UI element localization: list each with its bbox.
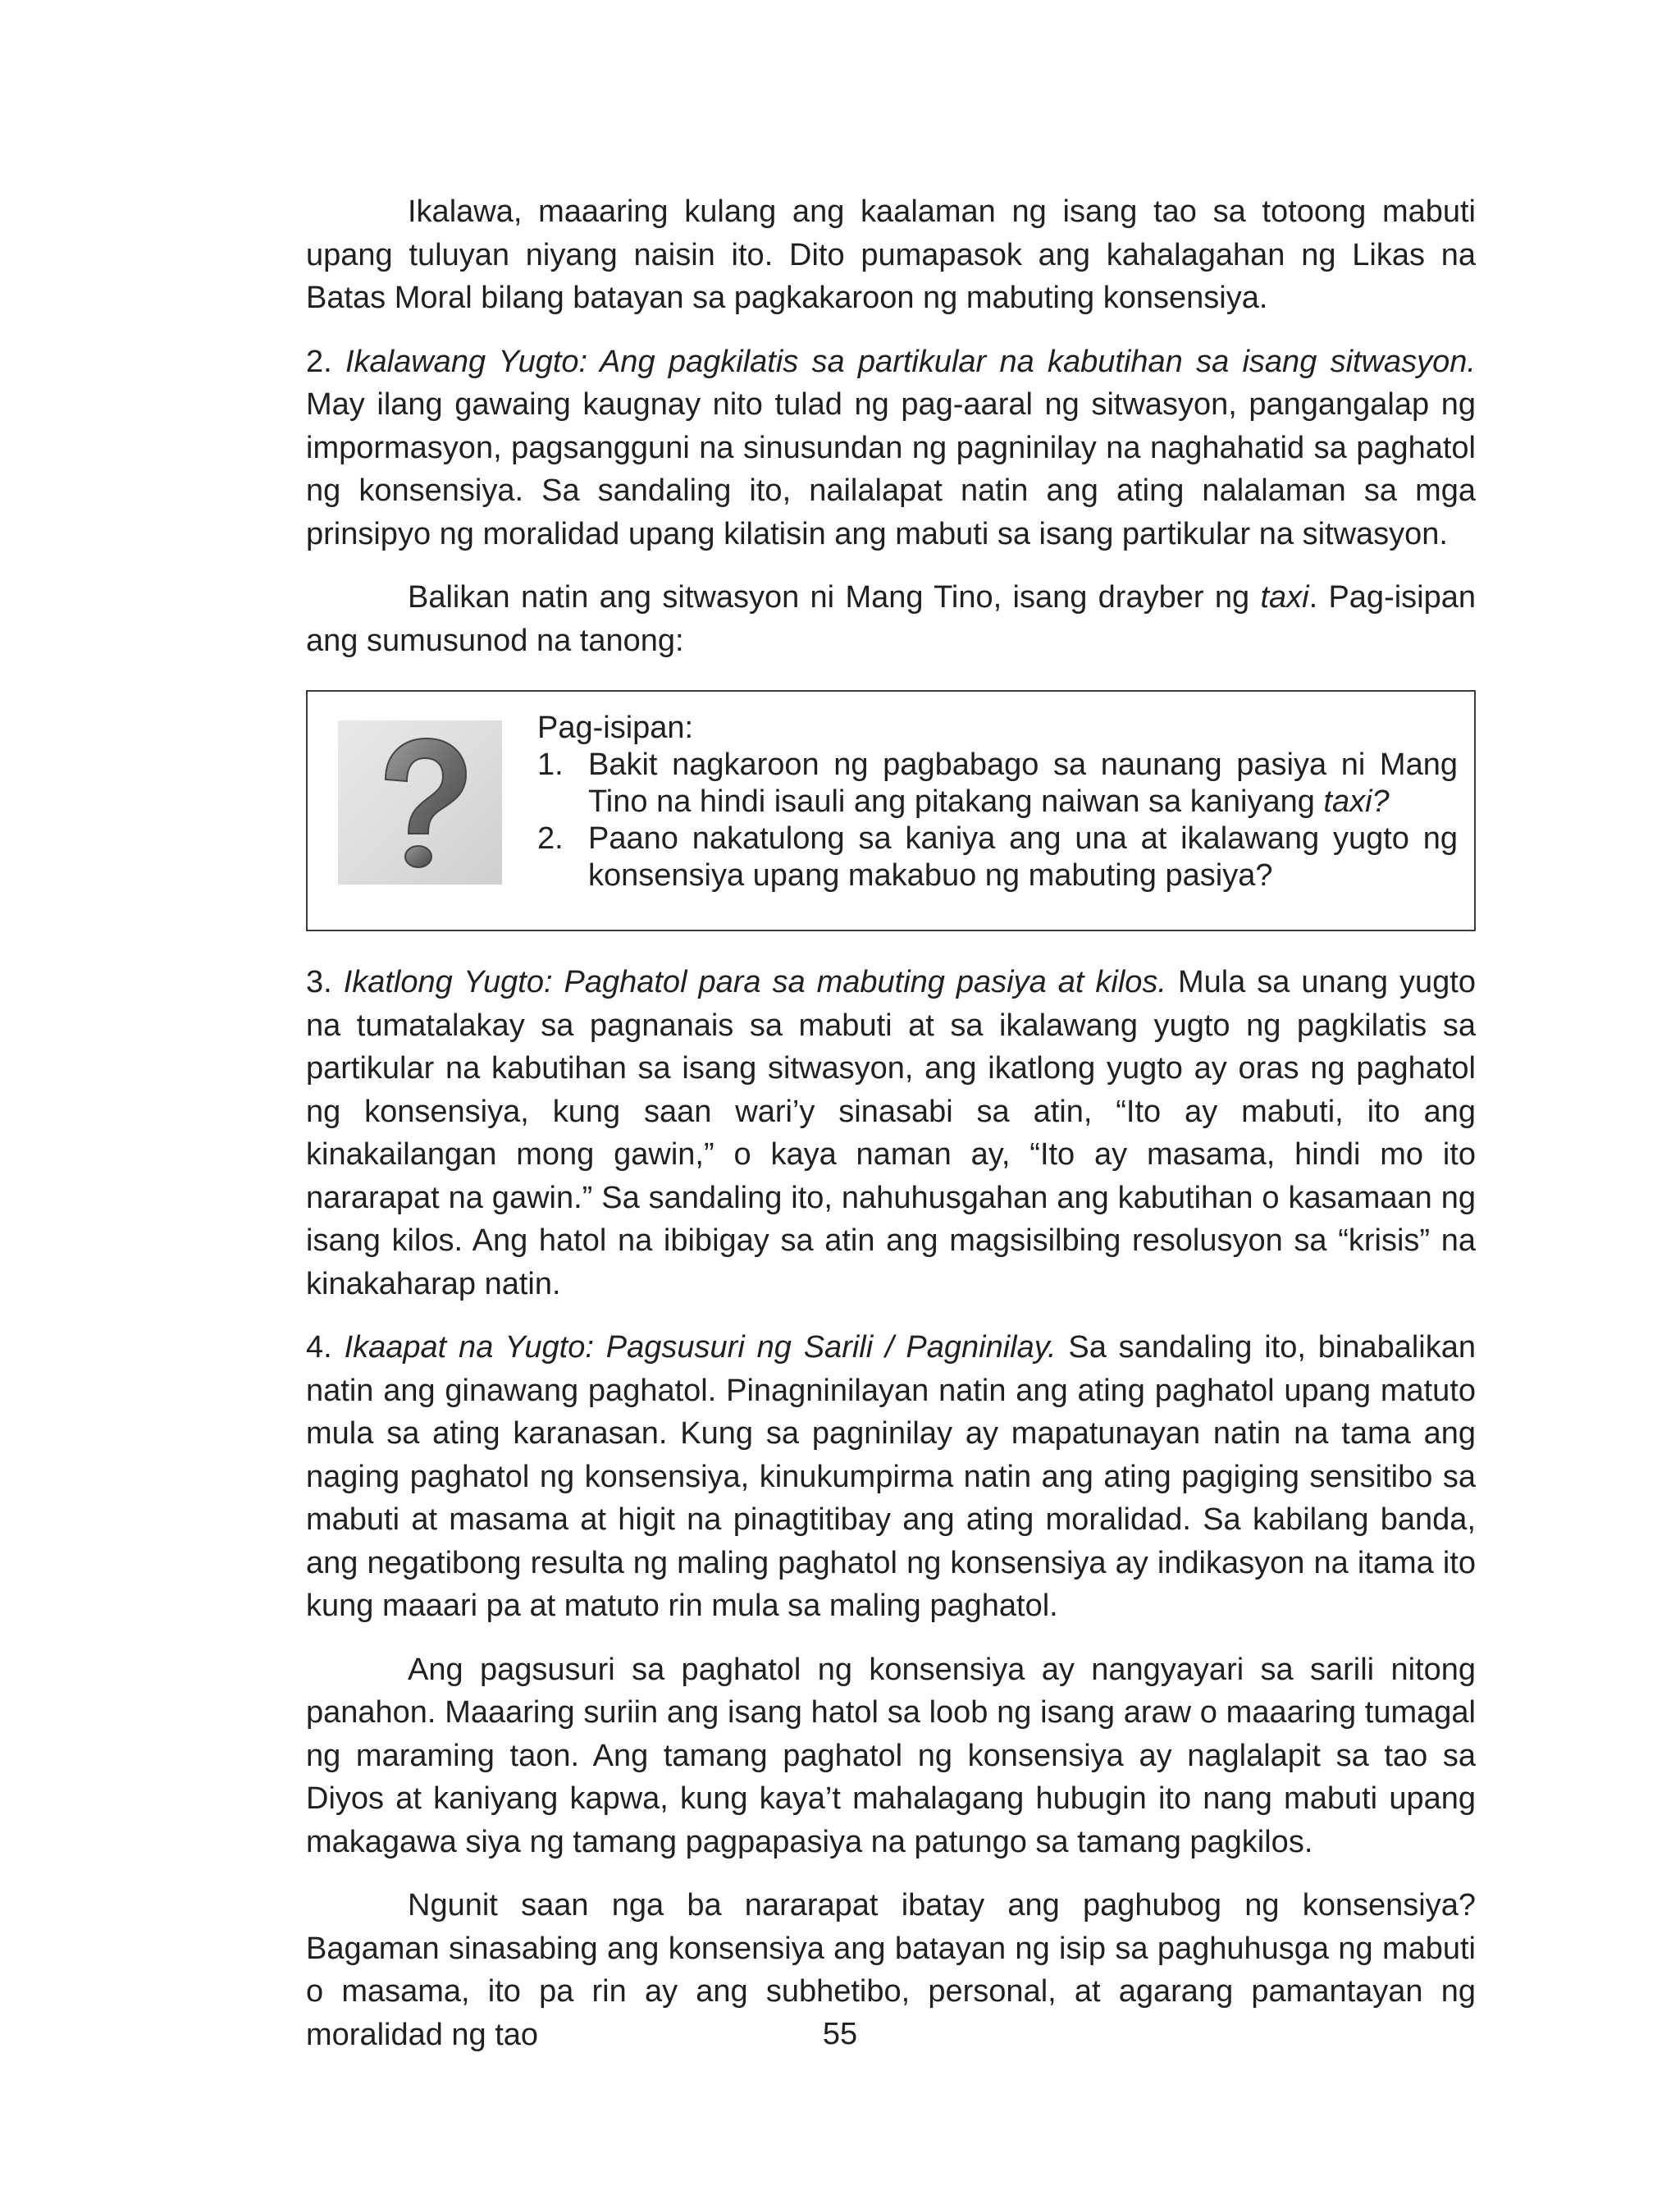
paragraph-ikalawang-yugto: 2. Ikalawang Yugto: Ang pagkilatis sa partikular na kabutihan sa isang sitwasyon. May ilang gawaing kaugnay nito tulad ng pag-aaral ng sitwasyon, pangangalap ng impormasyon, pagsangguni na sinusundan ng pagninilay na naghahatid sa paghatol ng konsensiya. Sa sandaling ito, nailalapat natin ang ating nalalaman sa mga prinsipyo ng moralidad upang kilatisin ang mabuti sa isang partikular na sitwasyon.: [306, 344, 1476, 551]
list-item: 2. Paano nakatulong sa kaniya ang una at ikalawang yugto ng konsensiya upang makabuo ng mabuting pasiya?: [537, 821, 1458, 893]
pag-isipan-content: [537, 710, 1458, 894]
section-title: Ikaapat na Yugto: Pagsusuri ng Sarili / Pagninilay.: [344, 1330, 1057, 1365]
item-number: 2.: [306, 344, 332, 379]
item-number: 3.: [306, 965, 332, 999]
box-heading: Pag-isipan:: [537, 711, 694, 745]
item-number: 4.: [306, 1330, 332, 1365]
paragraph-balikan: Balikan natin ang sitwasyon ni Mang Tino, isang drayber ng taxi. Pag-isipan ang sumusunod na tanong:: [306, 580, 1477, 658]
paragraph-ngunit: Ngunit saan nga ba nararapat ibatay ang paghubog ng konsensiya? Bagaman sinasabing ang konsensiya ang batayan ng isip sa paghuhusga ng mabuti o masama, ito pa rin ay ang subhetibo, personal, at agarang pamantayan ng moralidad ng tao: [306, 1888, 1476, 2052]
section-title: Ikalawang Yugto: Ang pagkilatis sa partikular na kabutihan sa isang sitwasyon.: [345, 344, 1476, 379]
paragraph-ikaapat-na-yugto: 4. Ikaapat na Yugto: Pagsusuri ng Sarili / Pagninilay. Sa sandaling ito, binabalikan natin ang ginawang paghatol. Pinagninilayan natin ang ating paghatol upang matuto mula sa ating karanasan. Kung sa pagninilay ay mapatunayan natin na tama ang naging paghatol ng konsensiya, kinukumpirma natin ang ating pagiging sensitibo sa mabuti at masama at higit na pinagtitibay ang ating moralidad. Sa kabilang banda, ang negatibong resulta ng maling paghatol ng konsensiya ay indikasyon na itama ito kung maaari pa at matuto rin mula sa maling paghatol.: [306, 1330, 1477, 1623]
paragraph-pagsusuri: Ang pagsusuri sa paghatol ng konsensiya ay nangyayari sa sarili nitong panahon. Maaaring suriin ang isang hatol sa loob ng isang araw o maaaring tumagal ng maraming taon. Ang tamang paghatol ng konsensiya ay naglalapit sa tao sa Diyos at kaniyang kapwa, kung kaya’t mahalagang hubugin ito nang mabuti upang makagawa siya ng tamang pagpapasiya na patungo sa tamang pagkilos.: [306, 1652, 1476, 1859]
page-number: 55: [822, 2017, 858, 2051]
question-list: [537, 747, 1458, 894]
page-content: [306, 190, 1476, 2077]
list-item: 1. Bakit nagkaroon ng pagbabago sa naunang pasiya ni Mang Tino na hindi isauli ang pitakang naiwan sa kaniyang taxi?: [537, 748, 1458, 819]
pag-isipan-box: [306, 690, 1476, 931]
question-mark-icon: [338, 720, 502, 885]
paragraph-ikalawa: Ikalawa, maaaring kulang ang kaalaman ng isang tao sa totoong mabuti upang tuluyan niyang naisin ito. Dito pumapasok ang kahalagahan ng Likas na Batas Moral bilang batayan sa pagkakaroon ng mabuting konsensiya.: [306, 194, 1476, 315]
paragraph-ikatlong-yugto: 3. Ikatlong Yugto: Paghatol para sa mabuting pasiya at kilos. Mula sa unang yugto na tumatalakay sa pagnanais sa mabuti at sa ikalawang yugto ng pagkilatis sa partikular na kabutihan sa isang sitwasyon, ang ikatlong yugto ay oras ng paghatol ng konsensiya, kung saan wari’y sinasabi sa atin, “Ito ay mabuti, ito ang kinakailangan mong gawin,” o kaya naman ay, “Ito ay masama, hindi mo ito nararapat na gawin.” Sa sandaling ito, nahuhusgahan ang kabutihan o kasamaan ng isang kilos. Ang hatol na ibibigay sa atin ang magsisilbing resolusyon sa “krisis” na kinakaharap natin.: [306, 965, 1476, 1301]
section-title: Ikatlong Yugto: Paghatol para sa mabuting pasiya at kilos.: [343, 965, 1166, 999]
